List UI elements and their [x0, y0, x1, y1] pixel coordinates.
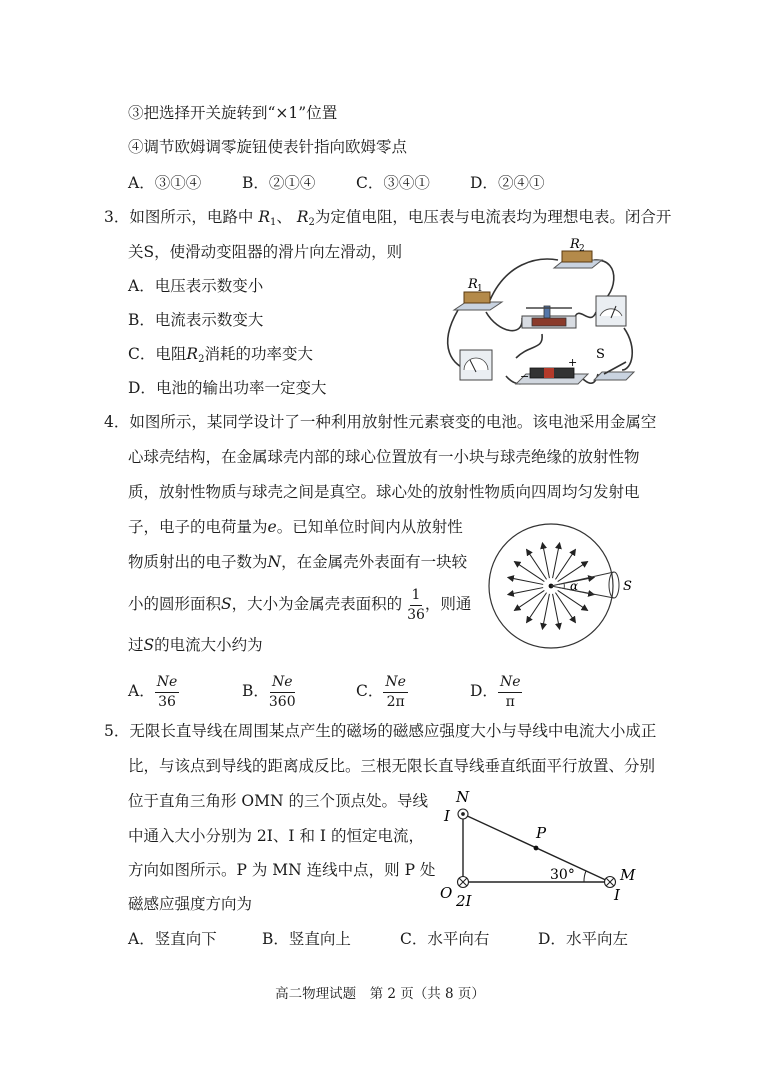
q3-option-b: B．电流表示数变大 [128, 311, 264, 329]
q5-stem-line-4: 中通入大小分别为 2I、I 和 I 的恒定电流， [128, 827, 424, 845]
electron-ray [542, 594, 549, 629]
electron-ray [508, 577, 543, 584]
q3-stem-line-2: 关S，使滑动变阻器的滑片向左滑动，则 [128, 243, 403, 261]
wire-rheostat-ammeter [574, 312, 596, 320]
q4-stem-line-4: 子，电子的电荷量为e。已知单位时间内从放射性 [128, 518, 463, 536]
r1-label: R [468, 277, 478, 292]
voltmeter [460, 350, 492, 380]
q5-option-b: B．竖直向上 [262, 930, 351, 948]
q4-stem-line-5: 物质射出的电子数为N，在金属壳外表面有一块较 [128, 553, 468, 571]
wire-voltmeter-rheostat [516, 334, 542, 358]
electron-ray [514, 562, 544, 582]
electron-ray [555, 549, 575, 579]
q3-stem-line-1: 3．如图所示，电路中 $R_1$、 $R_2$为定值电阻，电压表与电流表均为理想电表。闭合开 [104, 208, 672, 228]
q2-option-b: B．②①④ [242, 174, 316, 192]
ammeter [596, 296, 626, 326]
electron-ray [542, 543, 549, 578]
q4-stem-line-1: 4．如图所示，某同学设计了一种利用放射性元素衰变的电池。该电池采用金属空 [104, 413, 657, 431]
label-angle: 30° [550, 867, 575, 883]
wire-o-in [458, 877, 469, 888]
q2-option-d: D．②④① [470, 174, 545, 192]
q2-option-c: C．③④① [356, 174, 430, 192]
q4-stem-line-6: 小的圆形面积S，大小为金属壳表面积的 $\frac{1}{36}$ ，则通 [128, 587, 472, 623]
electron-ray [527, 593, 547, 623]
q5-stem-line-1: 5．无限长直导线在周围某点产生的磁场的磁感应强度大小与导线中电流大小成正 [104, 722, 657, 740]
area-s [609, 572, 619, 598]
q5-stem-line-6: 磁感应强度方向为 [128, 895, 253, 913]
page-footer: 高二物理试题 第 2 页（共 8 页） [275, 986, 485, 1002]
q5-triangle-figure [436, 786, 646, 916]
electron-ray [558, 590, 588, 610]
q2-step-4: ④调节欧姆调零旋钮使表针指向欧姆零点 [128, 138, 408, 156]
label-2i: 2I [456, 892, 472, 910]
wire-r1-r2 [490, 259, 558, 300]
wire-r1-rheostat [486, 312, 522, 331]
resistor-r2 [554, 251, 602, 268]
r2-sub: 2 [579, 244, 585, 254]
r1-sub: 1 [477, 284, 483, 294]
s-label: S [623, 579, 632, 594]
q4-option-c: C． $\frac{Ne}{2\pi}$ [356, 674, 406, 710]
cone-upper [551, 572, 614, 586]
wire-n-out [458, 809, 468, 819]
electron-ray [527, 549, 547, 579]
q5-option-c: C．水平向右 [400, 930, 490, 948]
q4-fraction: $\frac{1}{36}$ [407, 587, 425, 623]
rheostat [522, 306, 576, 328]
electron-ray [553, 543, 560, 578]
q5-option-d: D．水平向左 [538, 930, 628, 948]
q4-sphere-figure [486, 522, 636, 652]
q4-stem-line-7: 过S的电流大小约为 [128, 636, 263, 654]
q5-stem-line-2: 比，与该点到导线的距离成反比。三根无限长直导线垂直纸面平行放置、分别 [128, 757, 656, 775]
label-p: P [536, 824, 547, 842]
q5-stem-line-3: 位于直角三角形 OMN 的三个顶点处。导线 [128, 792, 428, 810]
q4-option-a: A． $\frac{Ne}{36}$ [128, 674, 178, 710]
q3-option-c: C．电阻$R_2$消耗的功率变大 [128, 345, 313, 365]
q4-option-b: B． $\frac{Ne}{360}$ [242, 674, 296, 710]
electron-ray [514, 590, 544, 610]
battery-plus: + [568, 356, 578, 369]
electron-ray [555, 593, 575, 623]
resistor-r1 [454, 292, 502, 310]
q3-option-a: A．电压表示数变小 [128, 277, 264, 295]
switch-label: S [596, 347, 605, 362]
q4-stem-line-2: 心球壳结构，在金属球壳内部的球心位置放有一小块与球壳绝缘的放射性物 [128, 448, 640, 466]
label-i-m: I [614, 886, 620, 904]
label-o: O [440, 884, 453, 902]
electron-ray [553, 594, 560, 629]
point-p [534, 846, 539, 851]
q4-stem-line-3: 质，放射性物质与球壳之间是真空。球心处的放射性物质向四周均匀发射电 [128, 483, 640, 501]
r2-label: R [570, 237, 580, 252]
battery-minus: − [520, 370, 530, 383]
label-m: M [620, 866, 636, 884]
q2-step-3: ③把选择开关旋转到“×1”位置 [128, 104, 338, 122]
q3-option-d: D．电池的输出功率一定变大 [128, 379, 327, 397]
label-i-n: I [444, 807, 450, 825]
q4-option-d: D． $\frac{Ne}{\pi}$ [470, 674, 521, 710]
electron-ray [508, 588, 543, 595]
switch [594, 362, 634, 380]
q3-circuit-figure [446, 238, 646, 398]
alpha-label: α [570, 579, 579, 593]
q5-option-a: A．竖直向下 [128, 930, 217, 948]
q2-option-a: A．③①④ [128, 174, 202, 192]
label-n: N [456, 788, 470, 806]
q5-stem-line-5: 方向如图所示。P 为 MN 连线中点，则 P 处 [128, 861, 436, 879]
